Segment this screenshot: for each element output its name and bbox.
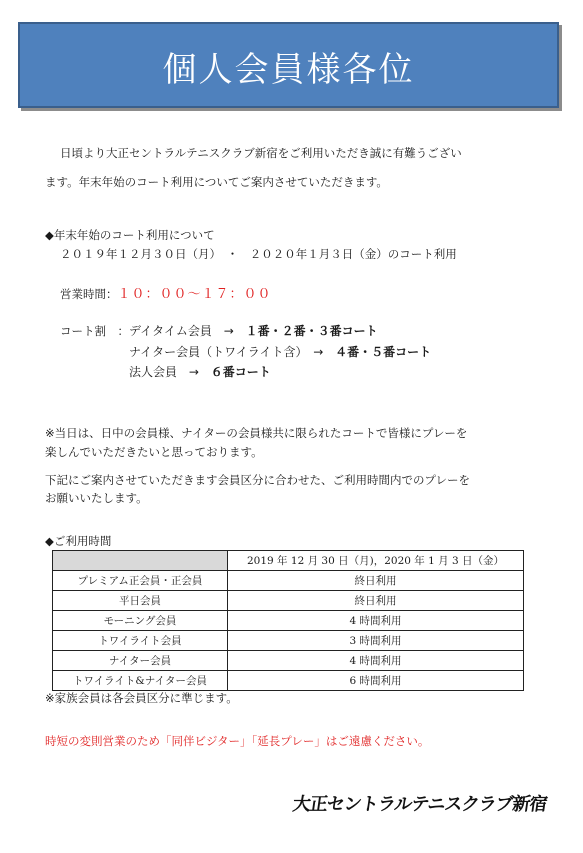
allocation-member: ナイター会員（トワイライト含）: [129, 345, 308, 359]
member-type-cell: 平日会員: [53, 591, 228, 611]
usage-table: [52, 550, 524, 691]
usage-heading: ◆ご利用時間: [45, 534, 112, 548]
table-row: [53, 611, 524, 631]
business-hours: [60, 287, 272, 303]
family-member-note: ※家族会員は各会員区分に準じます。: [45, 691, 238, 705]
allocation-courts: ６番コート: [210, 365, 271, 379]
usage-time-cell: 6 時間利用: [228, 671, 524, 691]
court-allocation-label: コート割 ：: [60, 324, 129, 338]
table-row: [53, 571, 524, 591]
usage-time-cell: 4 時間利用: [228, 611, 524, 631]
title-banner: [18, 22, 559, 108]
note-1-line-1: ※当日は、日中の会員様、ナイターの会員様共に限られたコートで皆様にプレーを: [45, 426, 468, 440]
table-row: [53, 631, 524, 651]
arrow-icon: →: [313, 345, 324, 359]
member-type-cell: プレミアム正会員・正会員: [53, 571, 228, 591]
table-column-header: 2019 年 12 月 30 日（月)，2020 年 1 月 3 日（金）: [228, 551, 524, 571]
business-hours-label: 営業時間：: [60, 287, 118, 301]
allocation-member: デイタイム会員: [129, 324, 212, 338]
club-logo: 大正セントラルテニスクラブ新宿: [291, 794, 549, 815]
intro-line-1: 日頃より大正セントラルテニスクラブ新宿をご利用いただき誠に有難うござい: [60, 146, 462, 160]
note-2-line-2: お願いいたします。: [45, 491, 148, 505]
table-header-row: [53, 551, 524, 571]
usage-time-cell: 3 時間利用: [228, 631, 524, 651]
allocation-nighter: [129, 345, 431, 359]
page-title: 個人会員様各位: [162, 50, 415, 90]
usage-time-cell: 4 時間利用: [228, 651, 524, 671]
note-1-line-2: 楽しんでいただきたいと思っております。: [45, 445, 263, 459]
allocation-courts: １番・２番・３番コート: [245, 324, 378, 338]
arrow-icon: →: [188, 365, 199, 379]
allocation-corporate: [129, 365, 271, 379]
member-type-cell: モーニング会員: [53, 611, 228, 631]
visitor-warning: 時短の変則営業のため「同伴ビジター」「延長プレー」はご遠慮ください。: [45, 734, 430, 748]
allocation-daytime: [129, 324, 378, 338]
arrow-icon: →: [223, 324, 234, 338]
usage-time-cell: 終日利用: [228, 591, 524, 611]
usage-time-cell: 終日利用: [228, 571, 524, 591]
allocation-courts: ４番・５番コート: [335, 345, 432, 359]
table-row: [53, 591, 524, 611]
court-period: ２０１９年１２月３０日（月） ・ ２０２０年１月３日（金）のコート利用: [60, 247, 457, 261]
business-hours-value: １０：００〜１７：００: [117, 287, 272, 302]
allocation-member: 法人会員: [129, 365, 178, 379]
intro-line-2: ます。年末年始のコート利用についてご案内させていただきます。: [45, 175, 388, 189]
table-corner-cell: [53, 551, 228, 571]
note-2-line-1: 下記にご案内させていただきます会員区分に合わせた、ご利用時間内でのプレーを: [45, 473, 471, 487]
member-type-cell: トワイライト会員: [53, 631, 228, 651]
table-row: [53, 671, 524, 691]
member-type-cell: トワイライト&ナイター会員: [53, 671, 228, 691]
member-type-cell: ナイター会員: [53, 651, 228, 671]
court-section-heading: ◆年末年始のコート利用について: [45, 228, 215, 242]
table-row: [53, 651, 524, 671]
